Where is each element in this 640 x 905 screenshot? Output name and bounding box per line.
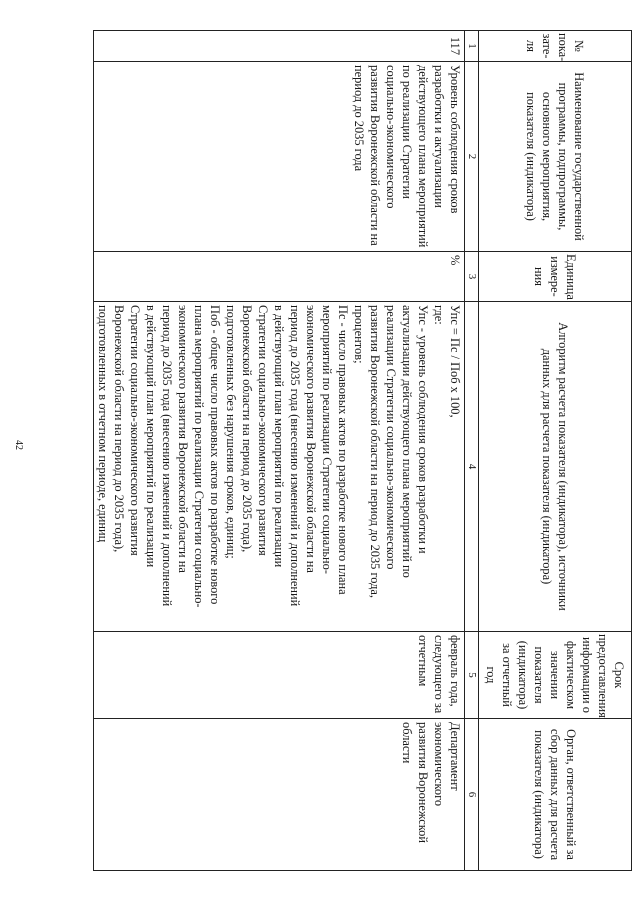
header-algorithm: Алгоритм расчета показателя (индикатора), источники данных для расчета показателя (индикатора) bbox=[479, 302, 632, 632]
text-line: в действующий план мероприятий по реализации bbox=[144, 305, 158, 568]
text-line: плана мероприятий по реализации Стратегии социально- bbox=[192, 305, 206, 608]
text-line: следующего за bbox=[432, 635, 446, 714]
text-line: процентов; bbox=[352, 305, 366, 364]
text-line: реализации Стратегии социально-экономического bbox=[384, 305, 398, 570]
text-line: подготовленных в отчетном периоде, единиц bbox=[96, 305, 110, 543]
text-line: экономического развития Воронежской области на bbox=[176, 305, 190, 573]
header-unit: Единица измере-ния bbox=[479, 252, 632, 302]
text-line: актуализации действующего плана мероприятий по bbox=[400, 305, 414, 578]
text-line: где: bbox=[432, 305, 446, 325]
column-number: 3 bbox=[465, 252, 479, 302]
column-number: 4 bbox=[465, 302, 479, 632]
calculation-algorithm bbox=[94, 302, 465, 632]
table-row bbox=[94, 31, 465, 871]
text-line: мероприятий по реализации Стратегии социально- bbox=[320, 305, 334, 574]
column-number: 6 bbox=[465, 719, 479, 871]
header-indicator-number: № пока-зате-ля bbox=[479, 31, 632, 62]
text-line: Департамент bbox=[448, 722, 462, 791]
text-line: Воронежской области на период до 2035 года), bbox=[112, 305, 126, 553]
page-number: 42 bbox=[13, 440, 24, 450]
unit-of-measure: % bbox=[94, 252, 465, 302]
text-line: период до 2035 года (внесению изменений и дополнений bbox=[288, 305, 302, 607]
text-line: развития Воронежской области на период до 2035 года, bbox=[368, 305, 382, 598]
text-line: подготовленных без нарушения сроков, единиц; bbox=[224, 305, 238, 559]
indicator-table bbox=[93, 30, 632, 871]
text-line: социально-экономического bbox=[384, 65, 398, 209]
text-line: Пс - число правовых актов по разработке нового плана bbox=[336, 305, 350, 595]
text-line: по реализации Стратегии bbox=[400, 65, 414, 199]
text-line: действующего плана мероприятий bbox=[416, 65, 430, 248]
text-line: экономического развития Воронежской области на bbox=[304, 305, 318, 573]
header-deadline: Срок предоставления информации о фактическом значении показателя (индикатора) за отчетный год bbox=[479, 632, 632, 719]
header-responsible-organ: Орган, ответственный за сбор данных для расчета показателя (индикатора) bbox=[479, 719, 632, 871]
text-line: развития Воронежской bbox=[416, 722, 430, 843]
indicator-number: 117 bbox=[94, 31, 465, 62]
text-line: Уровень соблюдения сроков bbox=[448, 65, 462, 214]
column-number-row bbox=[465, 31, 479, 871]
text-line: в действующий план мероприятий по реализации bbox=[272, 305, 286, 568]
text-line: отчетным bbox=[416, 635, 430, 687]
text-line: области bbox=[400, 722, 414, 764]
column-number: 5 bbox=[465, 632, 479, 719]
text-line: февраль года, bbox=[448, 635, 462, 707]
text-line: Воронежской области на период до 2035 года), bbox=[240, 305, 254, 553]
text-line: Стратегии социально-экономического развития bbox=[256, 305, 270, 556]
responsible-organ bbox=[94, 719, 465, 871]
header-name: Наименование государственной программы, подпрограммы, основного мероприятия, показателя (индикатора) bbox=[479, 62, 632, 252]
text-line: период до 2035 года (внесению изменений и дополнений bbox=[160, 305, 174, 607]
text-line: разработки и актуализации bbox=[432, 65, 446, 208]
text-line: Упс - уровень соблюдения сроков разработки и bbox=[416, 305, 430, 554]
column-number: 1 bbox=[465, 31, 479, 62]
indicator-table-container bbox=[96, 30, 632, 870]
column-number: 2 bbox=[465, 62, 479, 252]
text-line: Стратегии социально-экономического развития bbox=[128, 305, 142, 556]
text-line: экономического bbox=[432, 722, 446, 807]
reporting-deadline bbox=[94, 632, 465, 719]
text-line: Поб - общее число правовых актов по разработке нового bbox=[208, 305, 222, 605]
indicator-name bbox=[94, 62, 465, 252]
text-line: период до 2035 года bbox=[352, 65, 366, 172]
text-line: развития Воронежской области на bbox=[368, 65, 382, 246]
text-line: Упс = Пс / Поб х 100, bbox=[448, 305, 462, 418]
